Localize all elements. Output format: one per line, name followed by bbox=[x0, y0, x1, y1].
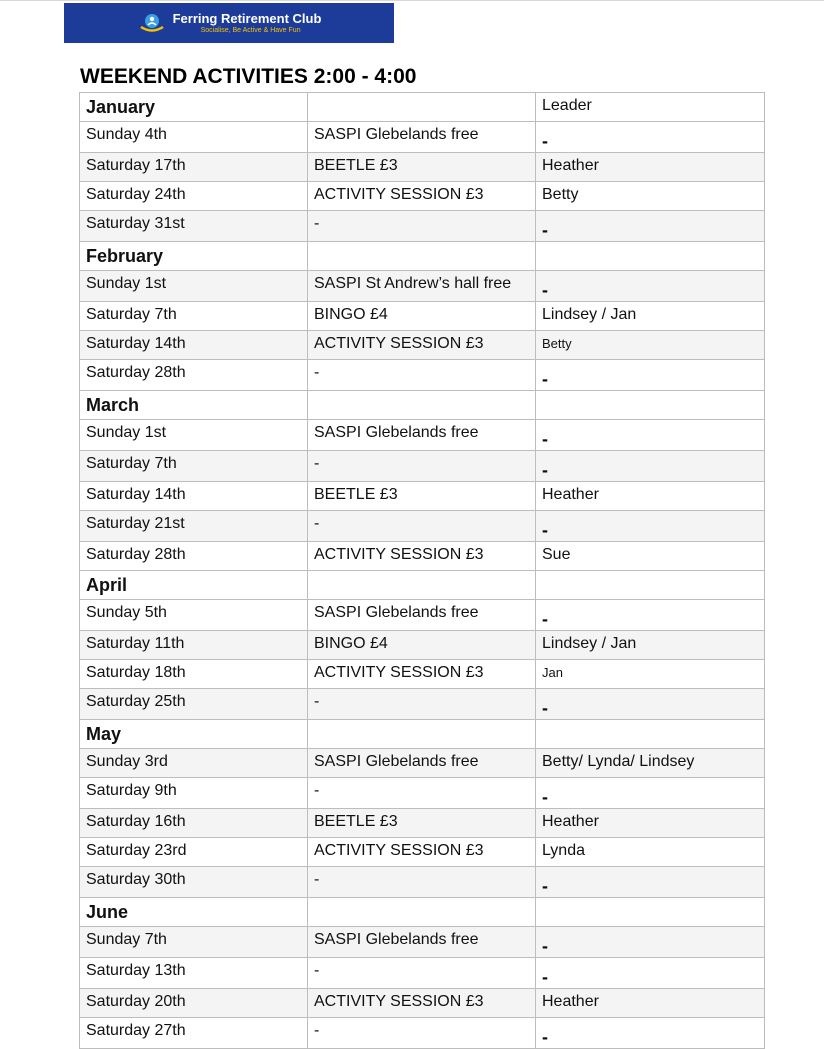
activity-row bbox=[80, 778, 765, 809]
club-logo-icon bbox=[137, 12, 167, 34]
leader-column-header: Leader bbox=[536, 93, 765, 122]
activity-row bbox=[80, 211, 765, 242]
activity-cell: - bbox=[308, 451, 536, 482]
month-header-row bbox=[80, 93, 765, 122]
empty-cell bbox=[536, 391, 765, 420]
month-name: February bbox=[80, 242, 308, 271]
leader-cell bbox=[536, 451, 765, 482]
month-name: May bbox=[80, 720, 308, 749]
activity-cell: SASPI Glebelands free bbox=[308, 420, 536, 451]
activity-cell: - bbox=[308, 511, 536, 542]
activity-cell: ACTIVITY SESSION £3 bbox=[308, 331, 536, 360]
leader-value: - bbox=[542, 609, 548, 629]
leader-value: Jan bbox=[542, 665, 563, 680]
activity-cell: BINGO £4 bbox=[308, 302, 536, 331]
club-banner bbox=[64, 3, 394, 43]
date-cell: Saturday 7th bbox=[80, 302, 308, 331]
empty-cell bbox=[308, 571, 536, 600]
month-header-row bbox=[80, 242, 765, 271]
activity-cell: - bbox=[308, 778, 536, 809]
leader-cell bbox=[536, 958, 765, 989]
date-cell: Sunday 4th bbox=[80, 122, 308, 153]
date-cell: Saturday 24th bbox=[80, 182, 308, 211]
activity-cell: - bbox=[308, 211, 536, 242]
activity-row bbox=[80, 867, 765, 898]
leader-cell bbox=[536, 600, 765, 631]
leader-cell bbox=[536, 927, 765, 958]
leader-cell bbox=[536, 271, 765, 302]
leader-value: - bbox=[542, 1027, 548, 1047]
activity-row bbox=[80, 482, 765, 511]
date-cell: Saturday 30th bbox=[80, 867, 308, 898]
activity-row bbox=[80, 511, 765, 542]
date-cell: Saturday 28th bbox=[80, 360, 308, 391]
leader-cell bbox=[536, 989, 765, 1018]
leader-value: - bbox=[542, 967, 548, 987]
activity-cell: ACTIVITY SESSION £3 bbox=[308, 660, 536, 689]
empty-cell bbox=[308, 242, 536, 271]
activity-row bbox=[80, 927, 765, 958]
activity-row bbox=[80, 360, 765, 391]
date-cell: Saturday 9th bbox=[80, 778, 308, 809]
date-cell: Sunday 5th bbox=[80, 600, 308, 631]
date-cell: Sunday 7th bbox=[80, 927, 308, 958]
activity-row bbox=[80, 749, 765, 778]
club-name: Ferring Retirement Club bbox=[172, 11, 322, 26]
top-divider bbox=[0, 0, 824, 1]
leader-value: - bbox=[542, 460, 548, 480]
leader-cell bbox=[536, 420, 765, 451]
activity-cell: ACTIVITY SESSION £3 bbox=[308, 838, 536, 867]
date-cell: Sunday 1st bbox=[80, 420, 308, 451]
leader-value: Betty bbox=[542, 186, 579, 203]
empty-cell bbox=[308, 720, 536, 749]
date-cell: Saturday 13th bbox=[80, 958, 308, 989]
activity-row bbox=[80, 631, 765, 660]
leader-value: Heather bbox=[542, 813, 599, 830]
leader-value: Heather bbox=[542, 993, 599, 1010]
leader-cell bbox=[536, 153, 765, 182]
empty-cell bbox=[308, 898, 536, 927]
month-name: April bbox=[80, 571, 308, 600]
leader-value: - bbox=[542, 520, 548, 540]
activity-cell: - bbox=[308, 958, 536, 989]
leader-value: Betty bbox=[542, 336, 572, 351]
date-cell: Saturday 27th bbox=[80, 1018, 308, 1049]
activity-row bbox=[80, 182, 765, 211]
month-header-row bbox=[80, 720, 765, 749]
empty-cell bbox=[308, 93, 536, 122]
leader-cell bbox=[536, 778, 765, 809]
leader-value: Heather bbox=[542, 486, 599, 503]
leader-value: Heather bbox=[542, 157, 599, 174]
month-header-row bbox=[80, 571, 765, 600]
activity-cell: ACTIVITY SESSION £3 bbox=[308, 542, 536, 571]
leader-cell bbox=[536, 867, 765, 898]
empty-cell bbox=[536, 720, 765, 749]
activities-table bbox=[79, 92, 765, 1049]
activity-row bbox=[80, 331, 765, 360]
activity-cell: BEETLE £3 bbox=[308, 809, 536, 838]
activity-cell: SASPI St Andrew’s hall free bbox=[308, 271, 536, 302]
leader-value: Lindsey / Jan bbox=[542, 306, 637, 323]
leader-value: Lindsey / Jan bbox=[542, 635, 637, 652]
activity-row bbox=[80, 271, 765, 302]
date-cell: Saturday 25th bbox=[80, 689, 308, 720]
activity-row bbox=[80, 838, 765, 867]
leader-value: Betty/ Lynda/ Lindsey bbox=[542, 753, 695, 770]
leader-cell bbox=[536, 809, 765, 838]
activity-row bbox=[80, 989, 765, 1018]
leader-cell bbox=[536, 1018, 765, 1049]
activity-row bbox=[80, 122, 765, 153]
date-cell: Saturday 14th bbox=[80, 331, 308, 360]
activity-row bbox=[80, 542, 765, 571]
date-cell: Saturday 28th bbox=[80, 542, 308, 571]
date-cell: Saturday 23rd bbox=[80, 838, 308, 867]
leader-value: - bbox=[542, 131, 548, 151]
activity-cell: SASPI Glebelands free bbox=[308, 122, 536, 153]
activity-row bbox=[80, 302, 765, 331]
activity-cell: ACTIVITY SESSION £3 bbox=[308, 989, 536, 1018]
month-name: March bbox=[80, 391, 308, 420]
leader-value: Sue bbox=[542, 546, 571, 563]
activity-cell: - bbox=[308, 867, 536, 898]
leader-cell bbox=[536, 331, 765, 360]
activity-cell: - bbox=[308, 1018, 536, 1049]
empty-cell bbox=[308, 391, 536, 420]
activity-cell: ACTIVITY SESSION £3 bbox=[308, 182, 536, 211]
date-cell: Saturday 17th bbox=[80, 153, 308, 182]
activity-cell: SASPI Glebelands free bbox=[308, 927, 536, 958]
date-cell: Saturday 11th bbox=[80, 631, 308, 660]
leader-cell bbox=[536, 182, 765, 211]
month-name: June bbox=[80, 898, 308, 927]
date-cell: Saturday 18th bbox=[80, 660, 308, 689]
leader-value: - bbox=[542, 936, 548, 956]
club-tagline: Socialise, Be Active & Have Fun bbox=[200, 27, 301, 34]
empty-cell bbox=[536, 898, 765, 927]
leader-cell bbox=[536, 302, 765, 331]
activity-row bbox=[80, 689, 765, 720]
empty-cell bbox=[536, 571, 765, 600]
leader-cell bbox=[536, 211, 765, 242]
leader-value: - bbox=[542, 787, 548, 807]
leader-cell bbox=[536, 838, 765, 867]
activity-row bbox=[80, 420, 765, 451]
activity-row bbox=[80, 600, 765, 631]
empty-cell bbox=[536, 242, 765, 271]
date-cell: Saturday 31st bbox=[80, 211, 308, 242]
month-name: January bbox=[80, 93, 308, 122]
activity-row bbox=[80, 153, 765, 182]
activity-row bbox=[80, 451, 765, 482]
leader-value: - bbox=[542, 429, 548, 449]
leader-cell bbox=[536, 511, 765, 542]
leader-cell bbox=[536, 660, 765, 689]
activity-cell: BEETLE £3 bbox=[308, 153, 536, 182]
date-cell: Saturday 16th bbox=[80, 809, 308, 838]
leader-cell bbox=[536, 749, 765, 778]
activity-cell: BEETLE £3 bbox=[308, 482, 536, 511]
activity-row bbox=[80, 660, 765, 689]
date-cell: Sunday 1st bbox=[80, 271, 308, 302]
activity-row bbox=[80, 809, 765, 838]
date-cell: Sunday 3rd bbox=[80, 749, 308, 778]
activity-cell: - bbox=[308, 689, 536, 720]
leader-cell bbox=[536, 482, 765, 511]
date-cell: Saturday 7th bbox=[80, 451, 308, 482]
leader-value: - bbox=[542, 698, 548, 718]
activity-cell: SASPI Glebelands free bbox=[308, 749, 536, 778]
date-cell: Saturday 14th bbox=[80, 482, 308, 511]
leader-cell bbox=[536, 689, 765, 720]
leader-value: Lynda bbox=[542, 842, 585, 859]
page-title: WEEKEND ACTIVITIES 2:00 - 4:00 bbox=[80, 65, 417, 88]
activity-cell: BINGO £4 bbox=[308, 631, 536, 660]
activity-row bbox=[80, 1018, 765, 1049]
leader-cell bbox=[536, 631, 765, 660]
leader-cell bbox=[536, 542, 765, 571]
date-cell: Saturday 20th bbox=[80, 989, 308, 1018]
leader-value: - bbox=[542, 369, 548, 389]
activity-cell: - bbox=[308, 360, 536, 391]
leader-value: - bbox=[542, 220, 548, 240]
activity-cell: SASPI Glebelands free bbox=[308, 600, 536, 631]
leader-cell bbox=[536, 360, 765, 391]
leader-value: - bbox=[542, 280, 548, 300]
month-header-row bbox=[80, 898, 765, 927]
leader-value: - bbox=[542, 876, 548, 896]
month-header-row bbox=[80, 391, 765, 420]
leader-cell bbox=[536, 122, 765, 153]
activity-row bbox=[80, 958, 765, 989]
date-cell: Saturday 21st bbox=[80, 511, 308, 542]
